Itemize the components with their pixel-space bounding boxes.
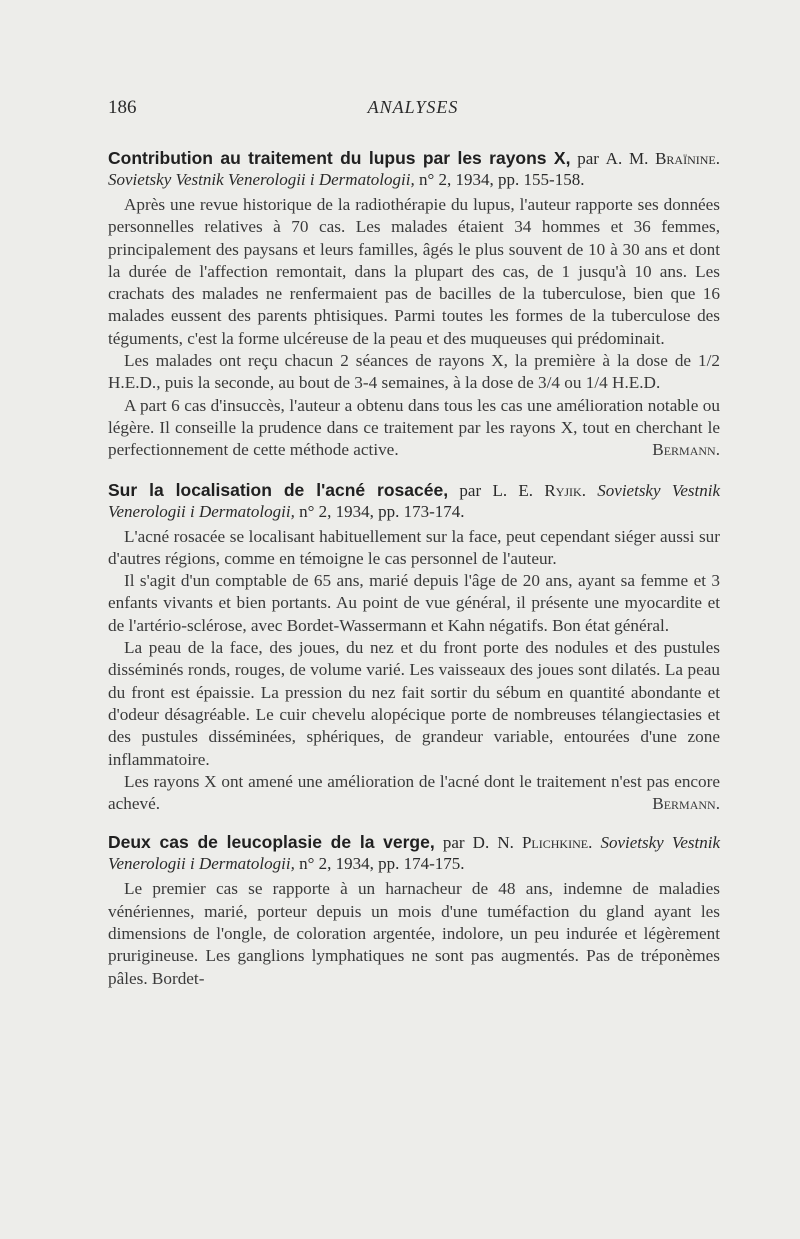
paragraph: La peau de la face, des joues, du nez et du front porte des nodules et des pustules disséminés ronds, rouges, de volume varié. Les vaisseaux des joues sont dilatés. La peau du front est épaissie. La pression du nez fait sortir du sébum en quantité abondante et d'odeur désagréable. Le cuir chevelu alopécique porte de nombreuses télangiectasies et des pustules disséminées, sphériques, de grandeur variable, entourées d'une zone inflammatoire. — [108, 638, 720, 769]
paragraph: A part 6 cas d'insuccès, l'auteur a obtenu dans tous les cas une amélioration notable ou légère. Il conseille la prudence dans ce traitement par les rayons X, tout en cherchant le perfectionnement de cette méthode active. — [108, 395, 720, 460]
article-source: Sovietsky Vestnik Venerologii i Dermatologii, — [108, 480, 721, 521]
running-title: ANALYSES — [367, 97, 459, 117]
article-citation: n° 2, 1934, pp. 174-175. — [294, 854, 465, 874]
page-number: 186 — [108, 97, 137, 118]
article-lupus — [108, 148, 720, 462]
paragraph: Il s'agit d'un comptable de 65 ans, marié depuis l'âge de 20 ans, ayant sa femme et 3 enfants vivants et bien portants. Au point de vue général, il présente une myocardite et de l'artério-sclérose, avec Bordet-Wassermann et Kahn négatifs. Bon état général. — [108, 571, 720, 635]
article-citation: n° 2, 1934, pp. 155-158. — [414, 170, 585, 189]
article-par: par — [570, 149, 606, 168]
article-title: Deux cas de leucoplasie de la verge, — [108, 832, 435, 853]
text-column — [108, 148, 720, 990]
signature: Bermann. — [652, 794, 720, 814]
signature: Bermann. — [652, 440, 720, 460]
article-heading — [108, 148, 720, 190]
article-author: D. N. Plichkine. — [472, 833, 593, 853]
paragraph: Les malades ont reçu chacun 2 séances de rayons X, la première à la dose de 1/2 H.E.D., puis la seconde, au bout de 3-4 semaines, à la dose de 3/4 ou 1/4 H.E.D. — [108, 351, 720, 393]
paragraph: Les rayons X ont amené une amélioration de l'acné dont le traitement n'est pas encore achevé. — [108, 771, 720, 814]
paragraph: Le premier cas se rapporte à un harnacheur de 48 ans, indemne de maladies vénériennes, marié, porteur depuis un mois d'une tuméfaction du gland ayant les dimensions de l'ongle, de coloration argentée, indolore, un peu indurée et légèrement prurigineuse. Les ganglions lymphatiques ne sont pas augmentés. Pas de tréponèmes pâles. Bordet- — [108, 879, 720, 988]
article-heading — [108, 832, 720, 874]
running-head — [108, 97, 718, 123]
paragraph: Après une revue historique de la radiothérapie du lupus, l'auteur rapporte ses données personnelles relatives à 70 cas. Les malades étaient 34 hommes et 36 femmes, principalement des paysans et leurs familles, âgés le plus souvent de 10 à 30 ans et dont la durée de l'affection remontait, dans la plupart des cas, de 1 jusqu'à 10 ans. Les crachats des malades ne renfermaient pas de bacilles de la tuberculose, bien que 16 malades eussent des parents phtisiques. Parmi toutes les formes de la tuberculose des téguments, c'est la forme ulcéreuse de la peau et des muqueuses qui prédominait. — [108, 195, 720, 348]
article-gap — [108, 462, 720, 480]
article-par: par — [448, 480, 493, 500]
paragraph-with-signature — [108, 771, 720, 816]
article-citation: n° 2, 1934, pp. 173-174. — [294, 501, 465, 521]
article-leucoplasie — [108, 832, 720, 989]
paragraph: L'acné rosacée se localisant habituellement sur la face, peut cependant siéger aussi sur d'autres régions, comme en témoigne le cas personnel de l'auteur. — [108, 526, 720, 568]
article-author: L. E. Ryjik. — [492, 480, 586, 500]
article-heading — [108, 480, 720, 522]
article-acne-rosacee — [108, 480, 720, 816]
article-author: A. M. Braïnine. — [605, 149, 720, 168]
article-source: Sovietsky Vestnik Venerologii i Dermatologii, — [108, 833, 720, 874]
article-source: Sovietsky Vestnik Venerologii i Dermatologii, — [108, 170, 415, 189]
article-title: Sur la localisation de l'acné rosacée, — [108, 479, 449, 500]
article-gap — [108, 815, 720, 832]
paragraph-with-signature — [108, 395, 720, 462]
article-title: Contribution au traitement du lupus par les rayons X, — [108, 148, 571, 168]
article-par: par — [434, 833, 473, 853]
